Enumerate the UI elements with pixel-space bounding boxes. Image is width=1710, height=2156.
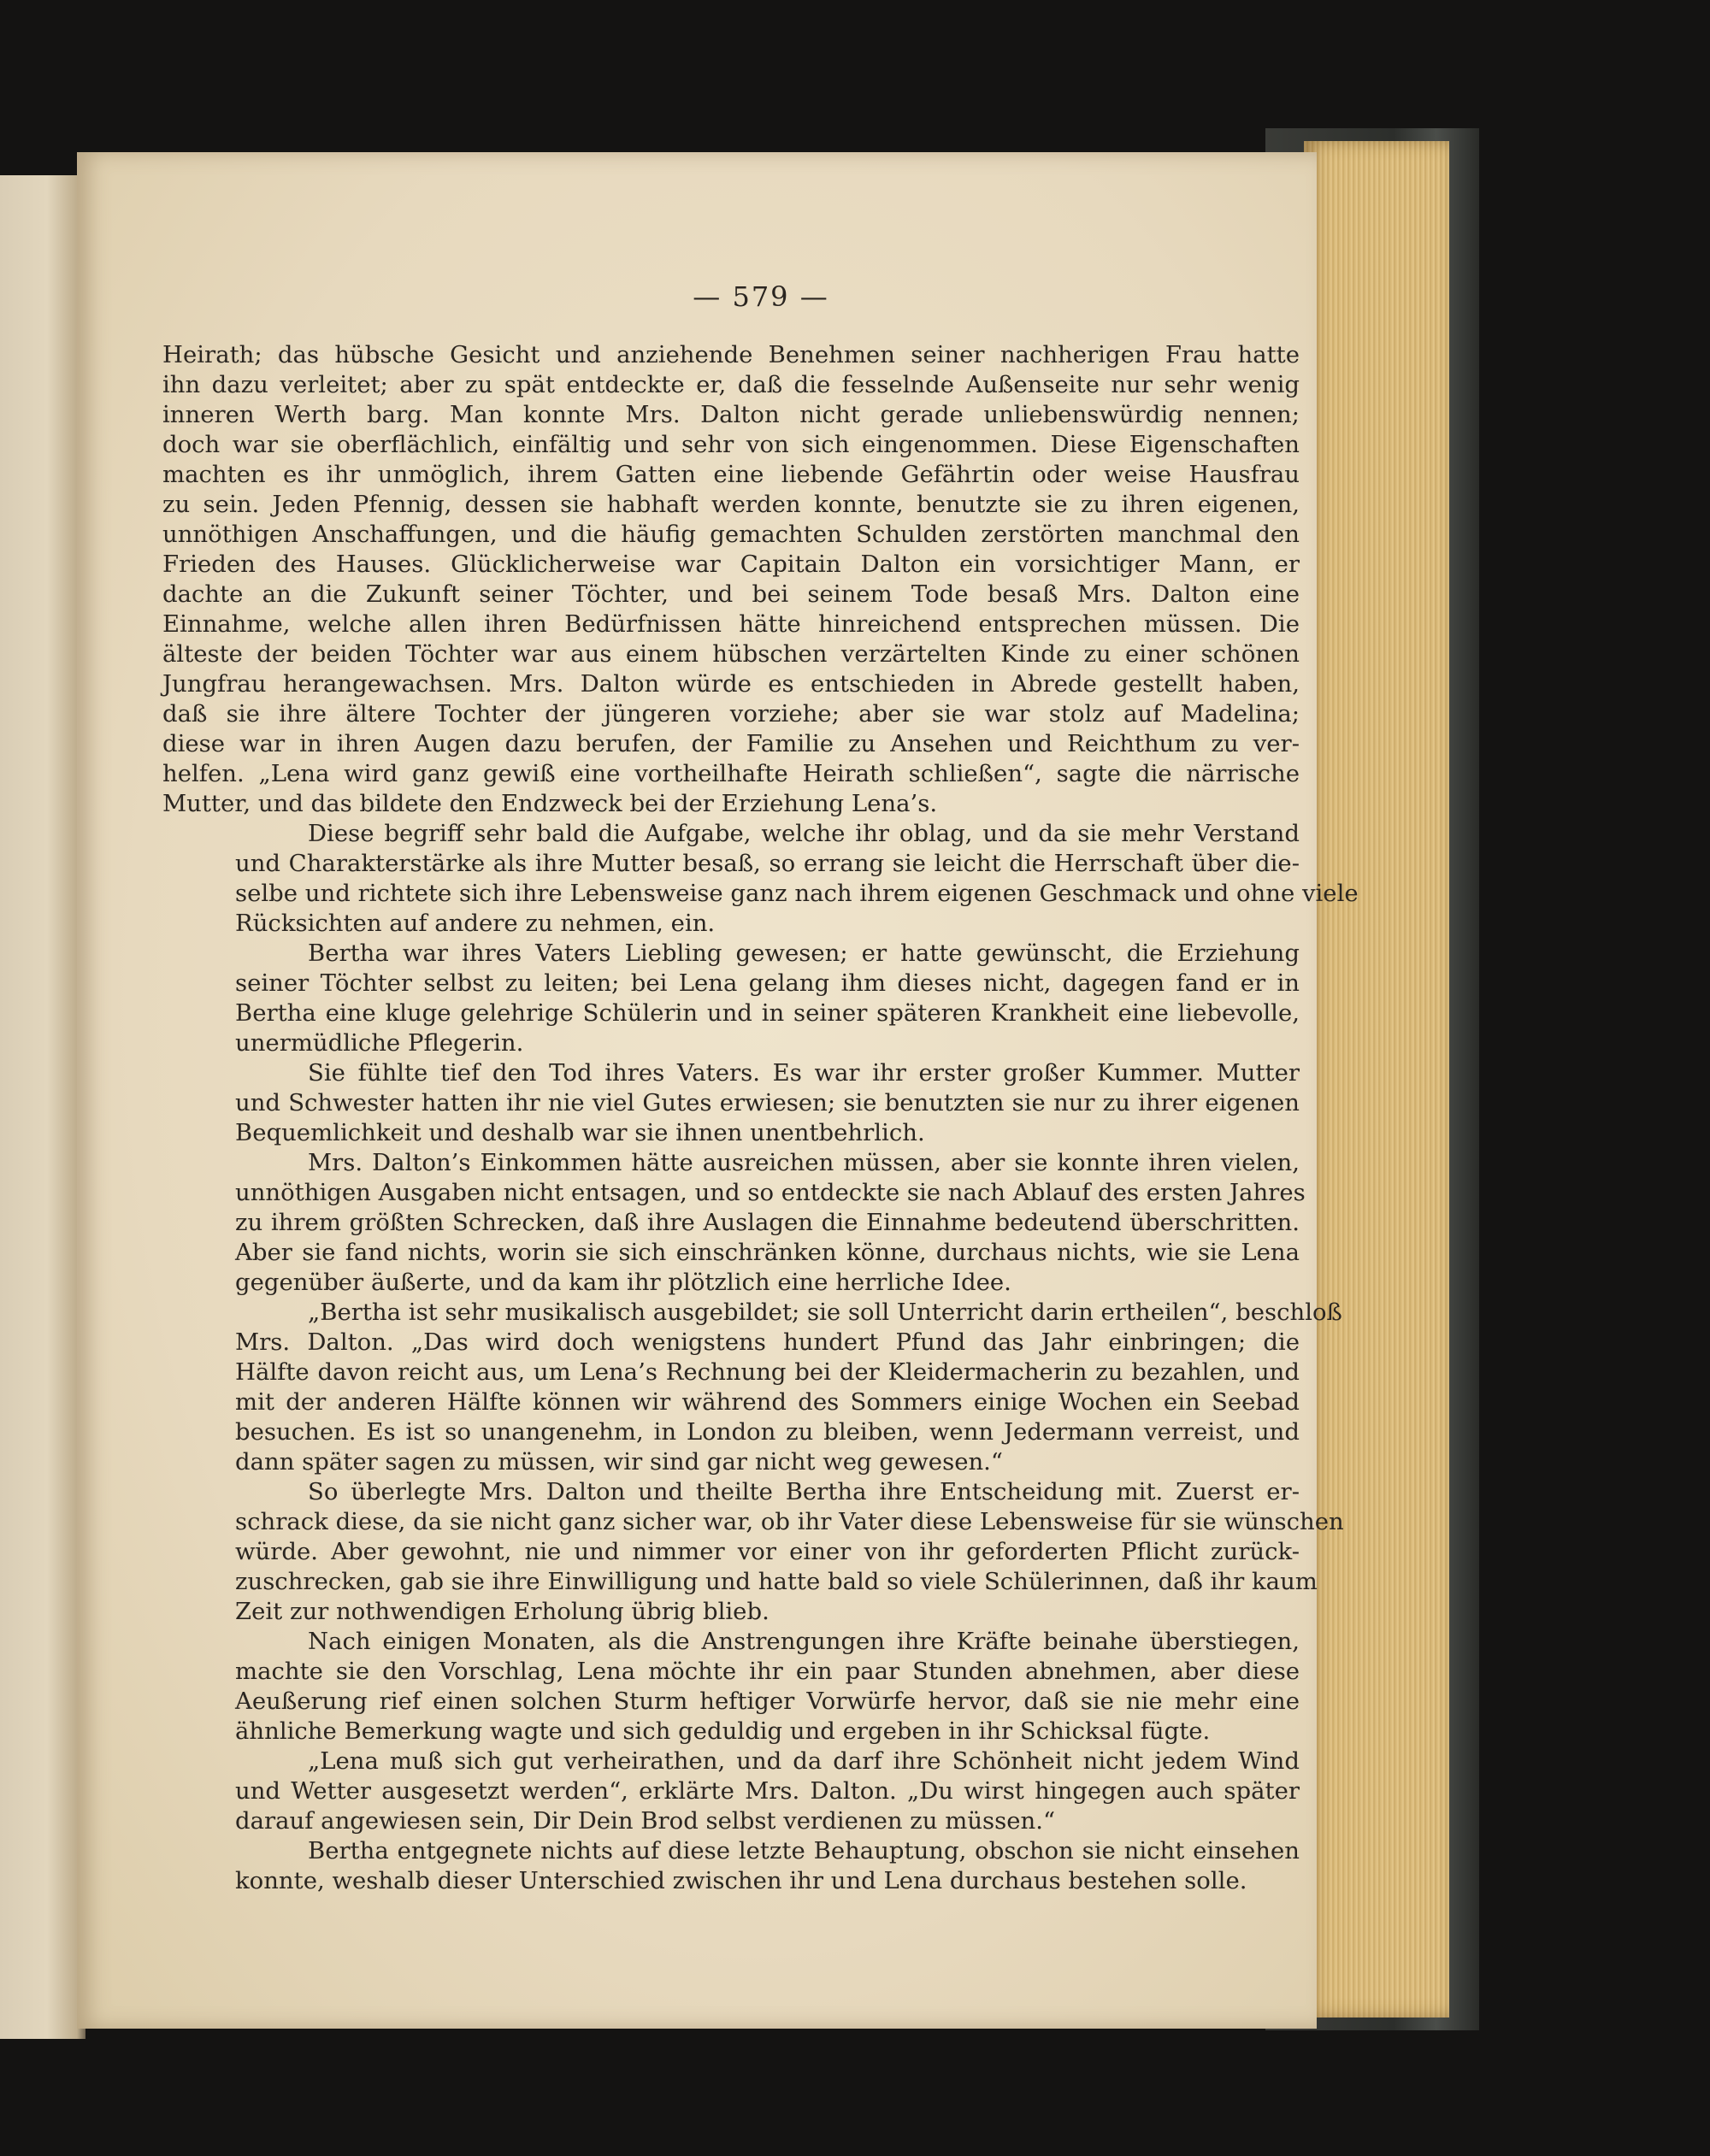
page-number: — 579 — [693,280,829,313]
text-line: und Wetter ausgesetzt werden“, erklärte Mrs. Dalton. „Du wirst hingegen auch später [235,1777,1300,1805]
text-line: selbe und richtete sich ihre Lebensweise ganz nach ihrem eigenen Geschmack und ohne viele [235,880,1359,907]
text-line: Jungfrau herangewachsen. Mrs. Dalton würde es entschieden in Abrede gestellt haben, [162,670,1300,698]
text-line: Diese begriff sehr bald die Aufgabe, welche ihr oblag, und da sie mehr Verstand [308,820,1300,847]
text-line: unnöthigen Ausgaben nicht entsagen, und so entdeckte sie nach Ablauf des ersten Jahres [235,1179,1306,1206]
text-line: Zeit zur nothwendigen Erholung übrig blieb. [235,1598,770,1625]
text-line: machte sie den Vorschlag, Lena möchte ihr ein paar Stunden abnehmen, aber diese [235,1658,1300,1685]
text-line: zu ihrem größten Schrecken, daß ihre Auslagen die Einnahme bedeutend überschritten. [235,1209,1300,1236]
paragraph [162,939,1300,1058]
text-line: unnöthigen Anschaffungen, und die häufig gemachten Schulden zerstörten manchmal den [162,521,1300,548]
text-line: besuchen. Es ist so unangenehm, in London zu bleiben, wenn Jedermann verreist, und [235,1418,1300,1446]
text-line: und Charakterstärke als ihre Mutter besaß, so errang sie leicht die Herrschaft über die- [235,850,1300,877]
paragraph [162,1148,1306,1298]
text-line: Mrs. Dalton. „Das wird doch wenigstens hundert Pfund das Jahr einbringen; die [235,1328,1300,1356]
text-line: konnte, weshalb dieser Unterschied zwischen ihr und Lena durchaus bestehen solle. [235,1867,1247,1894]
text-line: machten es ihr unmöglich, ihrem Gatten eine liebende Gefährtin oder weise Hausfrau [162,461,1300,488]
paragraph [162,1298,1342,1477]
text-line: daß sie ihre ältere Tochter der jüngeren vorziehe; aber sie war stolz auf Madelina; [162,700,1300,728]
text-line: mit der anderen Hälfte können wir während des Sommers einige Wochen ein Seebad [235,1388,1300,1416]
page-stack-edge [1304,141,1449,2018]
text-line: Hälfte davon reicht aus, um Lena’s Rechnung bei der Kleidermacherin zu bezahlen, und [235,1358,1300,1386]
text-line: seiner Töchter selbst zu leiten; bei Lena gelang ihm dieses nicht, dagegen fand er in [235,969,1300,997]
text-line: Bertha eine kluge gelehrige Schülerin und in seiner späteren Krankheit eine liebevolle, [235,999,1300,1027]
text-line: „Lena muß sich gut verheirathen, und da darf ihre Schönheit nicht jedem Wind [308,1747,1300,1775]
text-line: Aber sie fand nichts, worin sie sich einschränken könne, durchaus nichts, wie sie Lena [235,1239,1300,1266]
text-line: Bequemlichkeit und deshalb war sie ihnen unentbehrlich. [235,1119,925,1146]
text-line: Mutter, und das bildete den Endzweck bei der Erziehung Lena’s. [162,790,938,817]
text-line: dachte an die Zukunft seiner Töchter, und bei seinem Tode besaß Mrs. Dalton eine [162,580,1300,608]
text-line: Aeußerung rief einen solchen Sturm heftiger Vorwürfe hervor, daß sie nie mehr eine [235,1688,1300,1715]
paragraph [162,340,1300,819]
paragraph [162,1627,1300,1747]
body-text [162,340,1359,1896]
text-line: Einnahme, welche allen ihren Bedürfnissen hätte hinreichend entsprechen müssen. Die [162,610,1300,638]
text-line: Frieden des Hauses. Glücklicherweise war Capitain Dalton ein vorsichtiger Mann, er [162,551,1300,578]
text-line: zu sein. Jeden Pfennig, dessen sie habhaft werden konnte, benutzte sie zu ihren eigenen, [162,491,1300,518]
text-line: darauf angewiesen sein, Dir Dein Brod selbst verdienen zu müssen.“ [235,1807,1056,1835]
text-line: älteste der beiden Töchter war aus einem hübschen verzärtelten Kinde zu einer schönen [162,640,1300,668]
facing-page-edge [0,175,86,2039]
text-line: „Bertha ist sehr musikalisch ausgebildet; sie soll Unterricht darin ertheilen“, beschloß [308,1299,1342,1326]
text-line: doch war sie oberflächlich, einfältig und sehr von sich eingenommen. Diese Eigenschaften [162,431,1300,458]
text-line: ihn dazu verleitet; aber zu spät entdeckte er, daß die fesselnde Außenseite nur sehr wenig [162,371,1300,398]
paragraph [162,1058,1300,1148]
text-line: diese war in ihren Augen dazu berufen, der Familie zu Ansehen und Reichthum zu ver- [162,730,1300,757]
paragraph [162,819,1359,939]
text-line: Heirath; das hübsche Gesicht und anziehende Benehmen seiner nachherigen Frau hatte [162,341,1300,368]
text-line: und Schwester hatten ihr nie viel Gutes erwiesen; sie benutzten sie nur zu ihrer eigenen [235,1089,1300,1116]
text-line: zuschrecken, gab sie ihre Einwilligung und hatte bald so viele Schülerinnen, daß ihr kaum [235,1568,1318,1595]
book-page [77,152,1359,2029]
text-line: gegenüber äußerte, und da kam ihr plötzlich eine herrliche Idee. [235,1269,1011,1296]
text-line: unermüdliche Pflegerin. [235,1029,524,1057]
paragraph [162,1477,1344,1627]
text-line: inneren Werth barg. Man konnte Mrs. Dalton nicht gerade unliebenswürdig nennen; [162,401,1300,428]
text-line: würde. Aber gewohnt, nie und nimmer vor einer von ihr geforderten Pflicht zurück- [235,1538,1300,1565]
paragraph [162,1836,1300,1896]
text-line: helfen. „Lena wird ganz gewiß eine vortheilhafte Heirath schließen“, sagte die närrische [162,760,1300,787]
text-line: Rücksichten auf andere zu nehmen, ein. [235,910,716,937]
paragraph [162,1747,1300,1836]
text-line: Bertha war ihres Vaters Liebling gewesen; er hatte gewünscht, die Erziehung [308,940,1300,967]
text-line: schrack diese, da sie nicht ganz sicher war, ob ihr Vater diese Lebensweise für sie wünschen [235,1508,1344,1535]
text-line: Sie fühlte tief den Tod ihres Vaters. Es war ihr erster großer Kummer. Mutter [308,1059,1300,1087]
text-line: Nach einigen Monaten, als die Anstrengungen ihre Kräfte beinahe überstiegen, [308,1628,1300,1655]
text-line: dann später sagen zu müssen, wir sind gar nicht weg gewesen.“ [235,1448,1003,1476]
text-line: ähnliche Bemerkung wagte und sich geduldig und ergeben in ihr Schicksal fügte. [235,1717,1211,1745]
text-line: Mrs. Dalton’s Einkommen hätte ausreichen müssen, aber sie konnte ihren vielen, [308,1149,1300,1176]
text-line: So überlegte Mrs. Dalton und theilte Bertha ihre Entscheidung mit. Zuerst er- [308,1478,1300,1505]
text-line: Bertha entgegnete nichts auf diese letzte Behauptung, obschon sie nicht einsehen [308,1837,1300,1864]
